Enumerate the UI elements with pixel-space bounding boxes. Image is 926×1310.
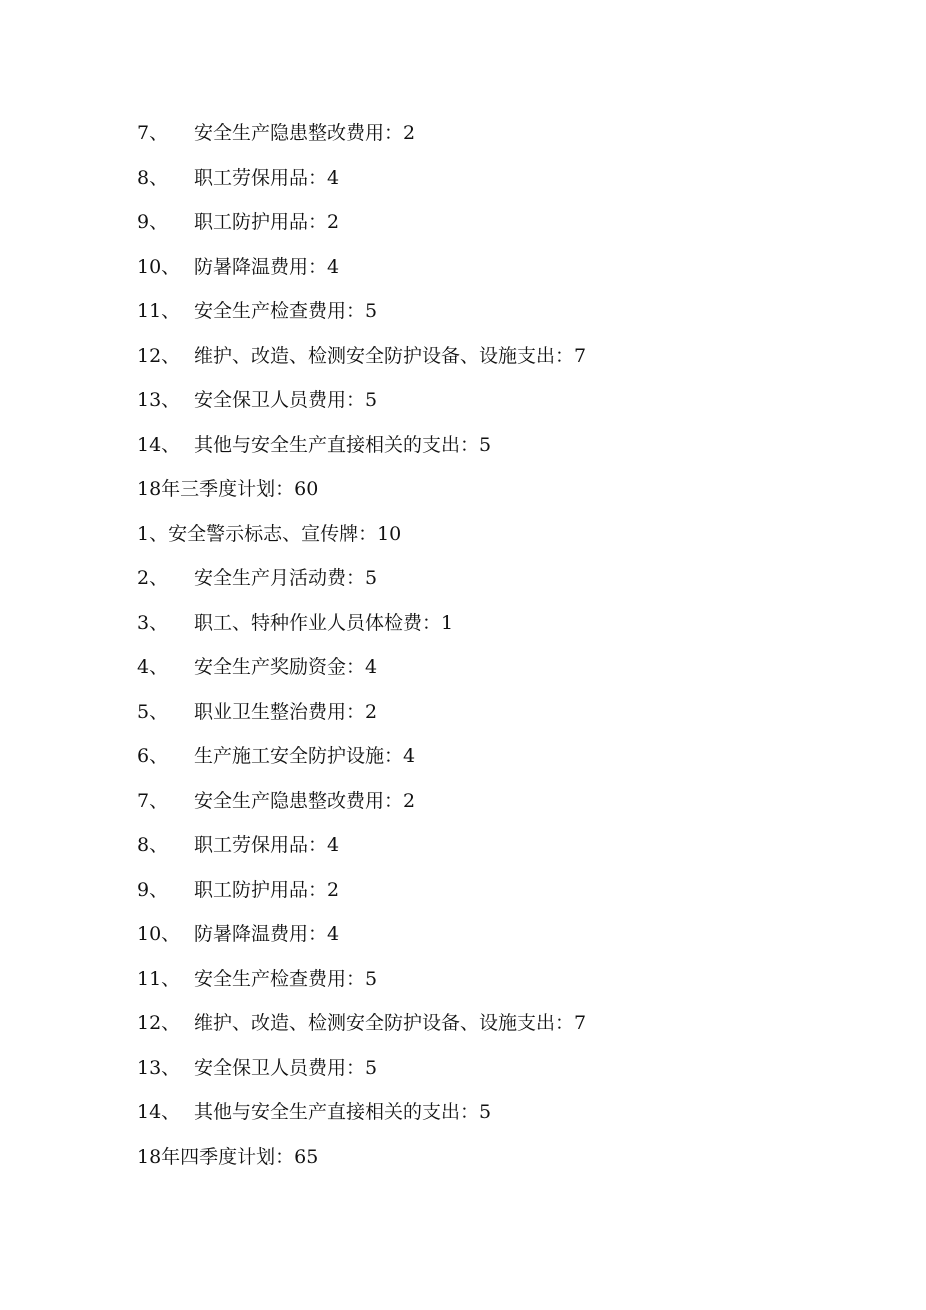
- item-text: 安全保卫人员费用：5: [194, 1056, 378, 1079]
- item-number: 10、: [137, 255, 181, 278]
- item-number: 14、: [137, 433, 181, 456]
- list-item: [137, 739, 837, 784]
- item-text: 职工防护用品：2: [194, 878, 340, 901]
- list-item: [137, 650, 837, 695]
- item-text: 安全生产检查费用：5: [194, 967, 378, 990]
- list-item: [137, 962, 837, 1007]
- document-body: [137, 116, 837, 1184]
- item-number: 9、: [137, 211, 169, 233]
- item-number: 12、: [137, 344, 181, 367]
- item-number: 14、: [137, 1101, 181, 1123]
- item-number: 4、: [137, 656, 169, 678]
- list-item: [137, 1006, 837, 1051]
- list-item: [137, 1095, 837, 1140]
- item-text: 安全生产隐患整改费用：2: [194, 122, 416, 144]
- list-item: [137, 517, 837, 562]
- item-number: 6、: [137, 745, 169, 767]
- item-text: 安全生产月活动费：5: [194, 567, 378, 589]
- item-number: 13、: [137, 389, 181, 411]
- list-item: [137, 161, 837, 206]
- list-item: [137, 205, 837, 250]
- item-number: 9、: [137, 878, 169, 901]
- item-text: 维护、改造、检测安全防护设备、设施支出：7: [194, 1012, 587, 1034]
- item-text: 1、安全警示标志、宣传牌：10: [137, 522, 402, 545]
- item-text: 安全生产隐患整改费用：2: [194, 789, 416, 812]
- list-item: [137, 250, 837, 295]
- item-number: 7、: [137, 789, 169, 812]
- item-text: 维护、改造、检测安全防护设备、设施支出：7: [194, 344, 587, 367]
- item-text: 安全保卫人员费用：5: [194, 389, 378, 411]
- item-text: 其他与安全生产直接相关的支出：5: [194, 1101, 492, 1123]
- item-number: 8、: [137, 834, 169, 856]
- item-number: 3、: [137, 611, 169, 634]
- list-item: [137, 828, 837, 873]
- item-number: 7、: [137, 122, 169, 144]
- item-number: 11、: [137, 300, 181, 322]
- item-text: 防暑降温费用：4: [194, 923, 340, 945]
- list-item: [137, 917, 837, 962]
- item-number: 8、: [137, 166, 169, 189]
- heading-text: 18年四季度计划：65: [137, 1145, 319, 1168]
- list-item: [137, 784, 837, 829]
- list-item: [137, 383, 837, 428]
- item-text: 其他与安全生产直接相关的支出：5: [194, 433, 492, 456]
- section-heading-q4: [137, 1140, 837, 1185]
- item-text: 职业卫生整治费用：2: [194, 700, 378, 723]
- item-number: 12、: [137, 1012, 181, 1034]
- list-item: [137, 428, 837, 473]
- item-number: 10、: [137, 923, 181, 945]
- item-text: 安全生产检查费用：5: [194, 300, 378, 322]
- list-item: [137, 695, 837, 740]
- heading-text: 18年三季度计划：60: [137, 478, 319, 500]
- item-text: 职工、特种作业人员体检费：1: [194, 611, 454, 634]
- item-text: 生产施工安全防护设施：4: [194, 745, 416, 767]
- list-item: [137, 116, 837, 161]
- item-number: 13、: [137, 1056, 181, 1079]
- list-item: [137, 339, 837, 384]
- list-item: [137, 606, 837, 651]
- list-item: [137, 561, 837, 606]
- item-number: 2、: [137, 567, 169, 589]
- item-number: 5、: [137, 700, 169, 723]
- item-text: 职工劳保用品：4: [194, 834, 340, 856]
- item-text: 安全生产奖励资金：4: [194, 656, 378, 678]
- list-item: [137, 873, 837, 918]
- list-item: [137, 1051, 837, 1096]
- item-text: 职工防护用品：2: [194, 211, 340, 233]
- section-heading-q3: [137, 472, 837, 517]
- item-text: 职工劳保用品：4: [194, 166, 340, 189]
- list-item: [137, 294, 837, 339]
- item-text: 防暑降温费用：4: [194, 255, 340, 278]
- item-number: 11、: [137, 967, 181, 990]
